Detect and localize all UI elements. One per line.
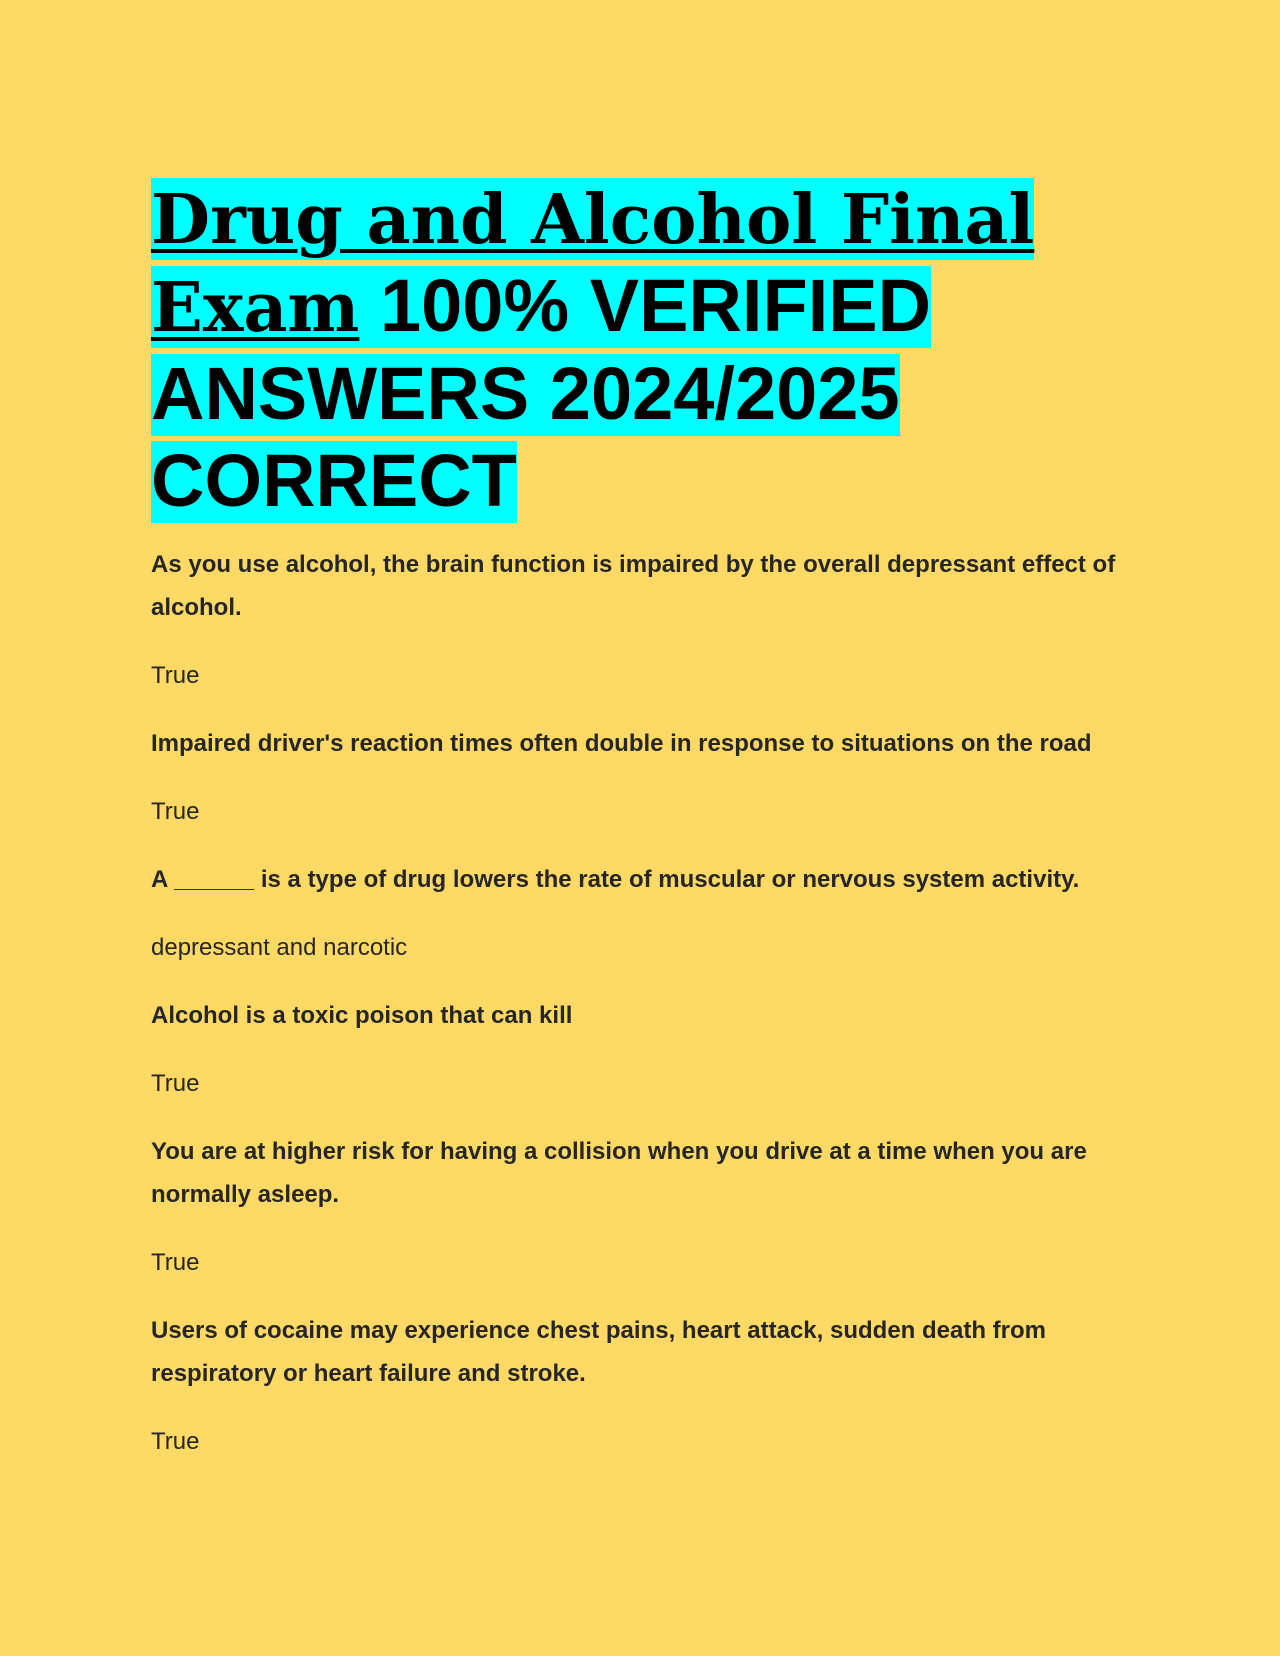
answer-text: depressant and narcotic bbox=[151, 934, 408, 961]
answer-text: True bbox=[151, 1249, 200, 1276]
document-title bbox=[151, 176, 1141, 525]
question-text: Alcohol is a toxic poison that can kill bbox=[151, 1002, 573, 1029]
answer-text: True bbox=[151, 1070, 200, 1097]
question-text: You are at higher risk for having a collision when you drive at a time when you are normally asleep. bbox=[151, 1138, 1087, 1208]
title-highlight bbox=[151, 178, 1034, 523]
qa-item bbox=[151, 722, 1141, 833]
title-sans-part: 100% VERIFIED ANSWERS 2024/2025 CORRECT bbox=[151, 264, 932, 522]
document-page bbox=[151, 176, 1141, 1463]
answer-text: True bbox=[151, 1428, 200, 1455]
qa-item bbox=[151, 858, 1141, 969]
qa-list bbox=[151, 543, 1141, 1463]
qa-item bbox=[151, 543, 1141, 697]
question-text: Users of cocaine may experience chest pains, heart attack, sudden death from respiratory or heart failure and stroke. bbox=[151, 1317, 1046, 1387]
question-text: As you use alcohol, the brain function is impaired by the overall depressant effect of alcohol. bbox=[151, 551, 1116, 621]
question-text: A ______ is a type of drug lowers the rate of muscular or nervous system activity. bbox=[151, 866, 1080, 893]
answer-text: True bbox=[151, 798, 200, 825]
qa-item bbox=[151, 1130, 1141, 1284]
qa-item bbox=[151, 994, 1141, 1105]
question-text: Impaired driver's reaction times often double in response to situations on the road bbox=[151, 730, 1092, 757]
title-serif-part: Drug and Alcohol Final Exam bbox=[151, 180, 1035, 348]
answer-text: True bbox=[151, 662, 200, 689]
qa-item bbox=[151, 1309, 1141, 1463]
